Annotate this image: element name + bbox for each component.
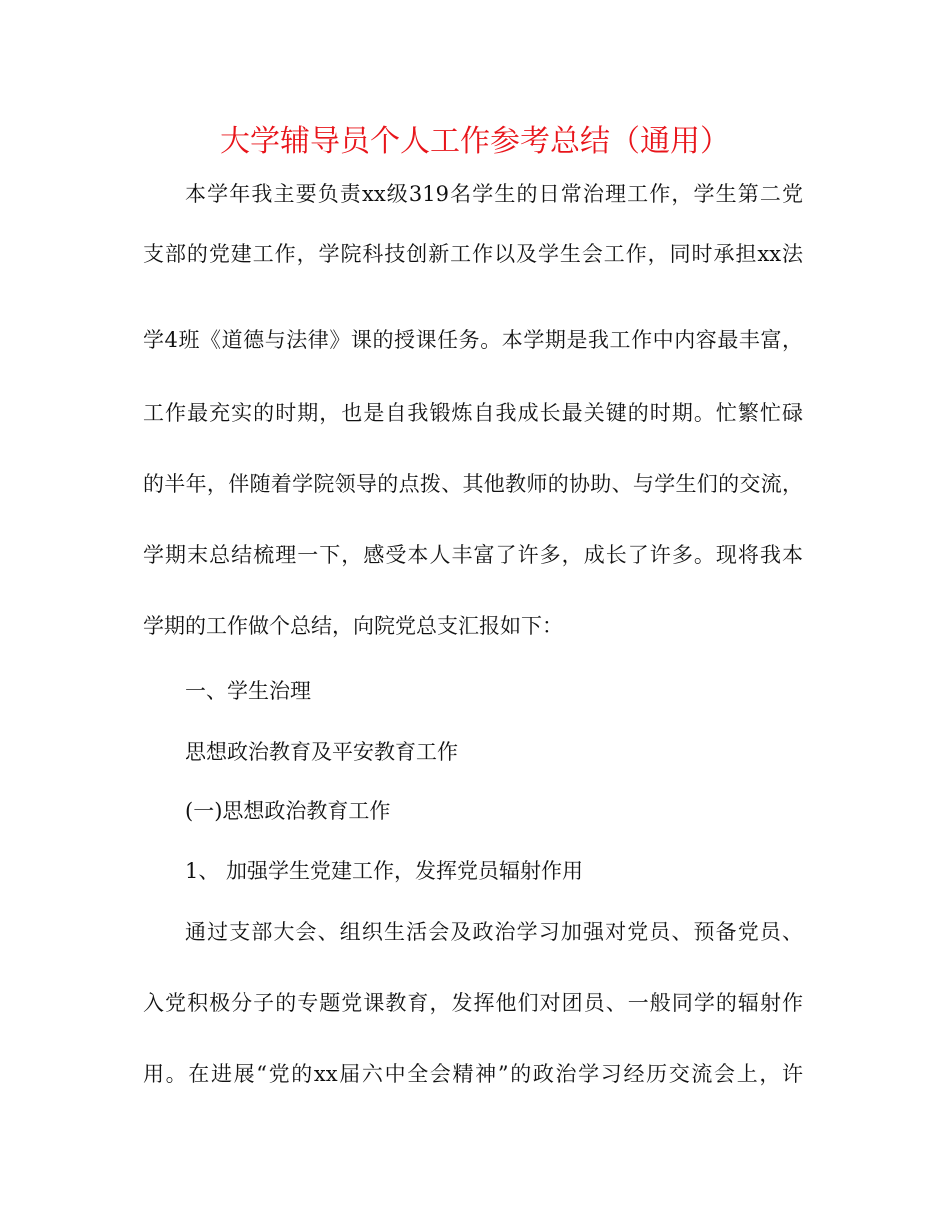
paragraph-line-2: 支部的党建工作，学院科技创新工作以及学生会工作，同时承担xx法	[143, 242, 803, 266]
paragraph-line-5: 的半年，伴随着学院领导的点拨、其他教师的协助、与学生们的交流，	[143, 472, 803, 496]
section-heading: 一、学生治理	[185, 679, 311, 703]
paragraph-line-10: 用。在进展“党的xx届六中全会精神”的政治学习经历交流会上，许	[143, 1062, 803, 1086]
paragraph-line-7: 学期的工作做个总结，向院党总支汇报如下：	[143, 614, 563, 638]
paragraph-line-3: 学4班《道德与法律》课的授课任务。本学期是我工作中内容最丰富，	[143, 328, 803, 352]
paragraph-line-1: 本学年我主要负责xx级319名学生的日常治理工作，学生第二党	[185, 182, 803, 206]
document-title: 大学辅导员个人工作参考总结（通用）	[220, 124, 730, 159]
numbered-item-heading: 1、 加强学生党建工作，发挥党员辐射作用	[185, 859, 584, 883]
paragraph-line-8: 通过支部大会、组织生活会及政治学习加强对党员、预备党员、	[185, 920, 803, 944]
paragraph-line-4: 工作最充实的时期，也是自我锻炼自我成长最关键的时期。忙繁忙碌	[143, 401, 803, 425]
paragraph-line-6: 学期末总结梳理一下，感受本人丰富了许多，成长了许多。现将我本	[143, 543, 803, 567]
subsection-heading: 思想政治教育及平安教育工作	[185, 740, 458, 764]
paragraph-line-9: 入党积极分子的专题党课教育，发挥他们对团员、一般同学的辐射作	[143, 991, 803, 1015]
subsection-item-heading: (一)思想政治教育工作	[185, 799, 391, 823]
